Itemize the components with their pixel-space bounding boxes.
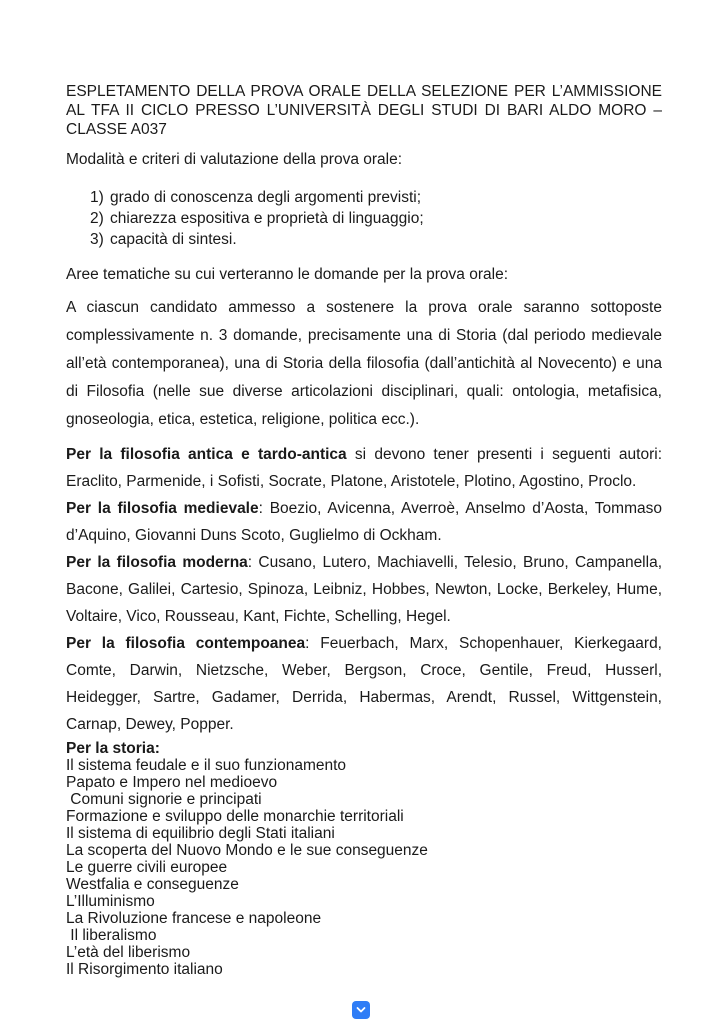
storia-item: Westfalia e conseguenze <box>66 876 239 893</box>
criteria-item <box>90 208 662 229</box>
storia-item: L’Illuminismo <box>66 893 155 910</box>
philosophy-lead: Per la filosofia contempoanea <box>66 635 306 652</box>
storia-item: Papato e Impero nel medioevo <box>66 774 278 791</box>
aree-heading: Aree tematiche su cui verteranno le domande per la prova orale: <box>66 266 508 283</box>
document-title: ESPLETAMENTO DELLA PROVA ORALE DELLA SELEZIONE PER L’AMMISSIONE AL TFA II CICLO PRESSO L’UNIVERSITÀ DEGLI STUDI DI BARI ALDO MORO – CLASSE A037 <box>66 83 662 138</box>
criteria-list <box>66 187 662 250</box>
storia-item: Comuni signorie e principati <box>66 791 262 808</box>
criteria-item <box>90 187 662 208</box>
philosophy-authors: si devono tener presenti i seguenti autori: Eraclito, Parmenide, i Sofisti, Socrate, Platone, Aristotele, Plotino, Agostino, Proclo. <box>66 446 662 490</box>
philosophy-authors: : Cusano, Lutero, Machiavelli, Telesio, Bruno, Campanella, Bacone, Galilei, Cartesio, Spinoza, Leibniz, Hobbes, Newton, Locke, Berkeley, Hume, Voltaire, Vico, Rousseau, Kant, Fichte, Schelling, Hegel. <box>66 554 663 625</box>
criteria-item-number: 1) <box>90 189 104 206</box>
philosophy-authors: : Boezio, Avicenna, Averroè, Anselmo d’Aosta, Tommaso d’Aquino, Giovanni Duns Scoto, Guglielmo di Ockham. <box>66 500 662 544</box>
philosophy-sections <box>66 441 662 738</box>
philosophy-lead: Per la filosofia medievale <box>66 500 259 517</box>
storia-item: Il Risorgimento italiano <box>66 961 223 978</box>
philosophy-lead: Per la filosofia antica e tardo-antica <box>66 446 347 463</box>
chevron-down-icon <box>356 1006 366 1014</box>
storia-item: La Rivoluzione francese e napoleone <box>66 910 322 927</box>
storia-item: Il sistema di equilibrio degli Stati italiani <box>66 825 335 842</box>
modalita-heading: Modalità e criteri di valutazione della prova orale: <box>66 151 403 168</box>
storia-item: Il sistema feudale e il suo funzionamento <box>66 757 347 774</box>
criteria-item-number: 2) <box>90 210 104 227</box>
philosophy-paragraph <box>66 495 662 549</box>
storia-item: Formazione e sviluppo delle monarchie territoriali <box>66 808 404 825</box>
philosophy-paragraph <box>66 441 662 495</box>
storia-section <box>66 740 662 978</box>
philosophy-lead: Per la filosofia moderna <box>66 554 248 571</box>
storia-item: Le guerre civili europee <box>66 859 228 876</box>
criteria-item-text: capacità di sintesi. <box>110 231 237 248</box>
philosophy-authors: : Feuerbach, Marx, Schopenhauer, Kierkegaard, Comte, Darwin, Nietzsche, Weber, Bergson, Croce, Gentile, Freud, Husserl, Heidegger, Sartre, Gadamer, Derrida, Habermas, Arendt, Russel, Wittgenstein, Carnap, Dewey, Popper. <box>66 635 662 733</box>
storia-heading: Per la storia: <box>66 740 160 757</box>
criteria-item-text: grado di conoscenza degli argomenti previsti; <box>110 189 422 206</box>
storia-item: Il liberalismo <box>66 927 157 944</box>
criteria-item-number: 3) <box>90 231 104 248</box>
criteria-item-text: chiarezza espositiva e proprietà di linguaggio; <box>110 210 424 227</box>
storia-item: L’età del liberismo <box>66 944 191 961</box>
intro-paragraph: A ciascun candidato ammesso a sostenere la prova orale saranno sottoposte complessivamente n. 3 domande, precisamente una di Storia (dal periodo medievale all’età contemporanea), una di Storia della filosofia (dall’antichità al Novecento) e una di Filosofia (nelle sue diverse articolazioni disciplinari, quali: ontologia, metafisica, gnoseologia, etica, estetica, religione, politica ecc.). <box>66 299 662 428</box>
philosophy-paragraph <box>66 630 662 738</box>
criteria-item <box>90 229 662 250</box>
storia-item: La scoperta del Nuovo Mondo e le sue conseguenze <box>66 842 428 859</box>
philosophy-paragraph <box>66 549 662 630</box>
expand-page-button[interactable] <box>352 1001 370 1019</box>
document-content <box>66 0 662 978</box>
